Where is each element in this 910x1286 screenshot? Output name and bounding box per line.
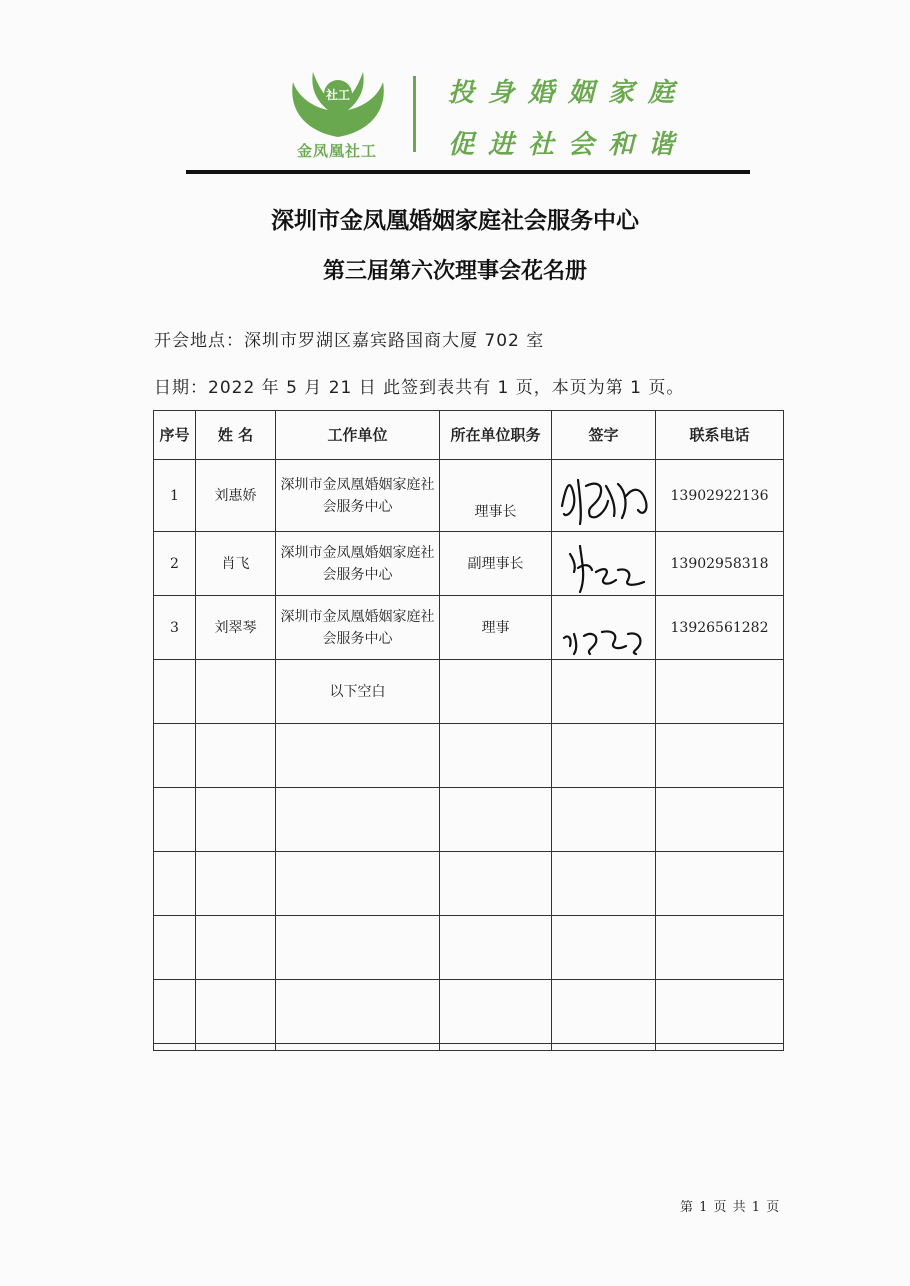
table-row-empty	[154, 980, 784, 1044]
page-footer: 第 1 页 共 1 页	[680, 1200, 781, 1215]
handwritten-signature-2	[556, 534, 656, 594]
cell-phone: 13902958318	[656, 532, 784, 596]
cell-signature	[552, 660, 656, 724]
cell-no: 2	[154, 532, 196, 596]
handwritten-signature-1	[556, 466, 656, 526]
header-phone: 联系电话	[656, 411, 784, 460]
table-row	[154, 532, 784, 596]
table-row-empty	[154, 1044, 784, 1051]
header-rule	[186, 170, 750, 174]
meeting-date: 日期：2022 年 5 月 21 日 此签到表共有 1 页，本页为第 1 页。	[154, 378, 685, 398]
slogan-line-1: 投身婚姻家庭	[448, 78, 689, 108]
phoenix-logo-icon	[268, 62, 408, 142]
header-signature: 签字	[552, 411, 656, 460]
slogan-line-2: 促进社会和谐	[448, 130, 689, 160]
cell-position: 理事	[440, 596, 552, 660]
logo-badge-text: 社工	[325, 88, 351, 102]
table-row-empty	[154, 724, 784, 788]
document-subtitle: 第三届第六次理事会花名册	[322, 259, 587, 284]
cell-name: 肖飞	[196, 532, 276, 596]
handwritten-signature-3	[556, 598, 656, 658]
table-row-empty	[154, 788, 784, 852]
cell-name: 刘惠娇	[196, 460, 276, 532]
cell-no	[154, 660, 196, 724]
header-no: 序号	[154, 411, 196, 460]
table-row	[154, 660, 784, 724]
cell-no: 3	[154, 596, 196, 660]
logo-caption: 金凤凰社工	[296, 142, 377, 160]
cell-unit: 深圳市金凤凰婚姻家庭社会服务中心	[276, 460, 440, 532]
cell-position: 副理事长	[440, 532, 552, 596]
cell-unit: 深圳市金凤凰婚姻家庭社会服务中心	[276, 532, 440, 596]
table-row-empty	[154, 916, 784, 980]
cell-phone: 13926561282	[656, 596, 784, 660]
roster-table	[153, 410, 784, 1051]
header-unit: 工作单位	[276, 411, 440, 460]
cell-signature	[552, 532, 656, 596]
document-title: 深圳市金凤凰婚姻家庭社会服务中心	[271, 208, 639, 234]
table-row-empty	[154, 852, 784, 916]
cell-no: 1	[154, 460, 196, 532]
header-position: 所在单位职务	[440, 411, 552, 460]
table-row	[154, 460, 784, 532]
cell-name	[196, 660, 276, 724]
header-name: 姓 名	[196, 411, 276, 460]
header-divider	[413, 76, 416, 152]
table-row	[154, 596, 784, 660]
cell-phone: 13902922136	[656, 460, 784, 532]
cell-signature	[552, 596, 656, 660]
cell-phone	[656, 660, 784, 724]
meeting-location: 开会地点：深圳市罗湖区嘉宾路国商大厦 702 室	[154, 331, 545, 351]
cell-position: 理事长	[440, 460, 552, 532]
cell-name: 刘翠琴	[196, 596, 276, 660]
cell-unit: 深圳市金凤凰婚姻家庭社会服务中心	[276, 596, 440, 660]
cell-signature	[552, 460, 656, 532]
cell-position	[440, 660, 552, 724]
cell-unit: 以下空白	[276, 660, 440, 724]
table-header-row	[154, 411, 784, 460]
